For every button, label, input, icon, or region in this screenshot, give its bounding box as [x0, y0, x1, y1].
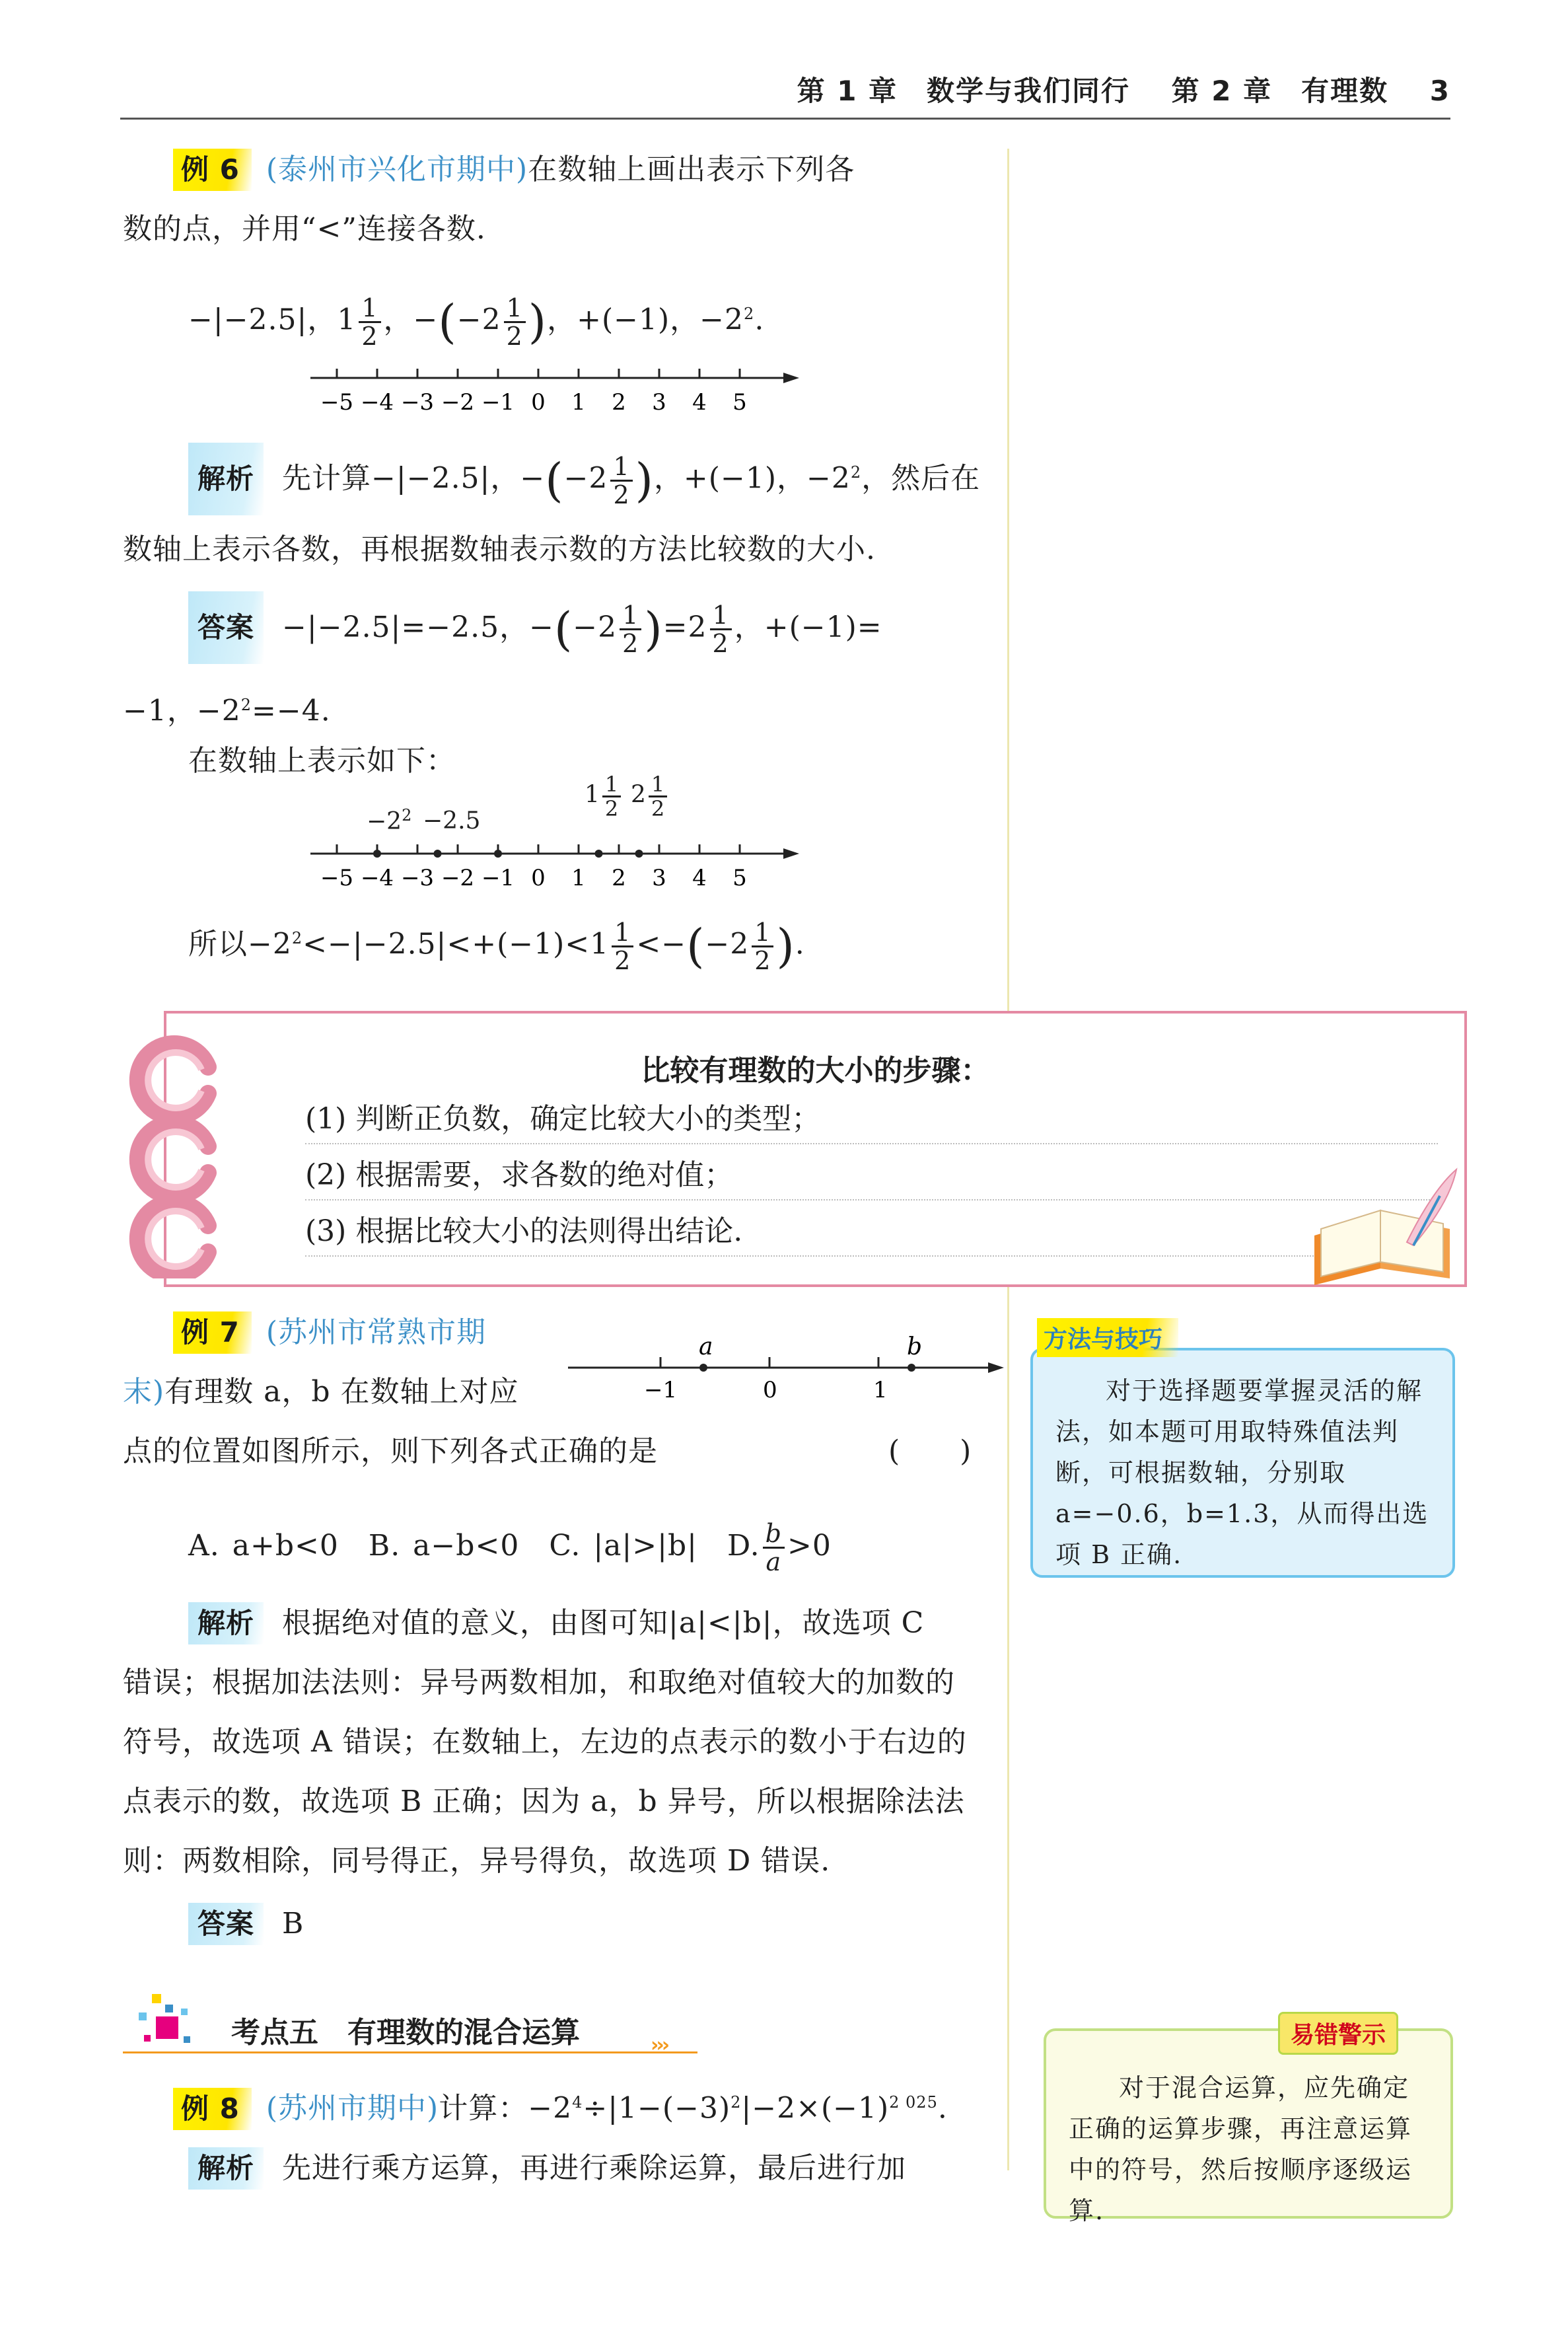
- marked-point: [434, 850, 442, 858]
- tick-label: −5: [320, 865, 354, 891]
- ex6-answer-line1: 答案 −|−2.5|=−2.5，−(−2 $\frac{1}{2}$ )=2 $\frac{1}{2}$ ，+(−1)=: [188, 591, 882, 666]
- tip-item-3: (3) 根据比较大小的法则得出结论.: [305, 1212, 1438, 1257]
- marked-point: [595, 850, 603, 858]
- ex6-source: (泰州市兴化市期中): [266, 153, 528, 186]
- tick-label: −1: [481, 389, 515, 416]
- analysis-label: 解析: [188, 1602, 264, 1644]
- ex7-analysis-line2: 错误；根据加法法则：异号两数相加，和取绝对值较大的加数的: [123, 1666, 955, 1699]
- ex6-answer-line2: −1，$-2^2=-4$.: [123, 694, 331, 728]
- tick-label: 1: [571, 865, 586, 891]
- header-rule: [120, 118, 1450, 120]
- ex7-analysis-line5: 则：两数相除，同号得正，异号得负，故选项 D 错误.: [123, 1844, 831, 1878]
- fraction: $\frac{1}{2}$: [752, 919, 773, 974]
- tick-label: 2: [612, 865, 626, 891]
- analysis-label: 解析: [188, 443, 264, 515]
- ex6-conclusion: 所以$-2^2<-|-2.5|<+(-1)<1$ $\frac{1}{2}$ <−(−2 $\frac{1}{2}$ ).: [188, 917, 805, 975]
- marked-point: [494, 850, 502, 858]
- number-line-empty: [310, 357, 799, 416]
- fraction: $\frac{1}{2}$: [620, 602, 641, 657]
- tick-label: −3: [400, 389, 435, 416]
- tick-label: 4: [692, 389, 707, 416]
- marked-point: [373, 850, 381, 858]
- tips-box: [164, 1011, 1467, 1287]
- ex8-tag: 例 8: [173, 2088, 252, 2130]
- tick-label: 3: [652, 389, 666, 416]
- marked-point: [635, 850, 643, 858]
- tick-label: 4: [692, 865, 707, 891]
- tick-label: −2: [441, 865, 475, 891]
- fraction: $\frac{1}{2}$: [710, 602, 732, 657]
- warning-box: [1044, 2028, 1453, 2225]
- kaodian-underline: [123, 2051, 697, 2053]
- ex7-question-line3: 点的位置如图所示，则下列各式正确的是: [123, 1434, 658, 1468]
- point-label-2-5: 2 $\frac{1}{2}$: [631, 773, 670, 820]
- ex7-number-line: [568, 1328, 1004, 1401]
- label-1: 1: [873, 1377, 888, 1401]
- ex6-tag: 例 6: [173, 149, 252, 191]
- option-b[interactable]: B. a−b<0: [368, 1529, 520, 1563]
- ex6-analysis-line1: 解析 先计算−|−2.5|，−(−2 $\frac{1}{2}$ )，+(−1)，$-2^2$，然后在: [188, 436, 980, 517]
- warning-title: 易错警示: [1278, 2012, 1398, 2055]
- analysis-label: 解析: [188, 2147, 264, 2190]
- chapter2-title: 第 2 章 有理数: [1171, 75, 1389, 107]
- tick-label: 1: [571, 389, 586, 416]
- fraction: $\frac{1}{2}$: [610, 453, 632, 508]
- kaodian-squares-icon: [125, 1989, 225, 2055]
- tick-label: 3: [652, 865, 666, 891]
- tick-label: 2: [612, 389, 626, 416]
- method-tips-title: 方法与技巧: [1037, 1318, 1178, 1357]
- number-line-marked: [310, 832, 799, 892]
- point-label-1-5: 1 $\frac{1}{2}$: [585, 773, 624, 820]
- method-tips-text: 对于选择题要掌握灵活的解法，如本题可用取特殊值法判断，可根据数轴，分别取 a=−0.6，b=1.3，从而得出选项 B 正确.: [1055, 1376, 1429, 1569]
- ex6-numbers: −|−2.5|，1 $\frac{1}{2}$ ，−(−2 $\frac{1}{2}$ )，+(−1)，$-2^2$.: [188, 293, 765, 351]
- book-quill-icon: [1308, 1163, 1460, 1288]
- label-a: a: [699, 1333, 713, 1360]
- spiral-binding-icon: [122, 1021, 234, 1278]
- ex7-analysis-line4: 点表示的数，故选项 B 正确；因为 a，b 异号，所以根据除法法: [123, 1785, 965, 1818]
- ex6-analysis-line2: 数轴上表示各数，再根据数轴表示数的方法比较数的大小.: [123, 533, 876, 566]
- tick-label: −3: [400, 865, 435, 891]
- arrow-icon: ›››: [651, 2034, 668, 2057]
- ex8-question: 例 8 (苏州市期中)计算：$-2^4\div|1-(-3)^2|-2\times(-1)^{2 025}$.: [173, 2081, 948, 2130]
- tick-label: −4: [360, 389, 394, 416]
- ex7-answer: 答案 B: [188, 1903, 304, 1945]
- tip-item-2: (2) 根据需要，求各数的绝对值；: [305, 1156, 1438, 1200]
- ex7-answer-paren: ( ): [888, 1434, 972, 1468]
- tip-item-1: (1) 判断正负数，确定比较大小的类型；: [305, 1099, 1438, 1144]
- tick-label: −2: [441, 389, 475, 416]
- option-d[interactable]: D. $\frac{b}{a}$ >0: [727, 1519, 832, 1576]
- ex8-analysis: 解析 先进行乘方运算，再进行乘除运算，最后进行加: [188, 2147, 906, 2190]
- tick-label: 0: [531, 865, 546, 891]
- label-neg1: −1: [644, 1377, 678, 1401]
- tips-title: 比较有理数的大小的步骤：: [641, 1054, 990, 1088]
- option-c[interactable]: C. |a|>|b|: [549, 1529, 697, 1563]
- ex7-question-line1: 例 7 (苏州市常熟市期: [173, 1311, 486, 1354]
- kaodian-title: 考点五 有理数的混合运算: [231, 2016, 580, 2049]
- label-0: 0: [763, 1377, 777, 1401]
- point-label-neg2-5: −2.5: [423, 807, 481, 834]
- chapter1-title: 第 1 章 数学与我们同行: [797, 75, 1131, 107]
- ex7-tag: 例 7: [173, 1311, 252, 1354]
- point-a: [699, 1364, 707, 1372]
- point-b: [908, 1364, 915, 1372]
- ex7-question-line2: 末)有理数 a，b 在数轴上对应: [123, 1375, 519, 1409]
- tick-label: 5: [732, 389, 747, 416]
- tick-label: −1: [481, 865, 515, 891]
- method-tips-box: [1030, 1348, 1455, 1578]
- page-number: 3: [1429, 75, 1450, 107]
- ex6-show-text: 在数轴上表示如下：: [188, 744, 456, 778]
- ex6-question-line1: 例 6 (泰州市兴化市期中)在数轴上画出表示下列各: [173, 149, 855, 191]
- ex7-analysis-line3: 符号，故选项 A 错误；在数轴上，左边的点表示的数小于右边的: [123, 1725, 967, 1759]
- answer-label: 答案: [188, 1903, 264, 1945]
- ex6-question-line2: 数的点，并用“<”连接各数.: [123, 212, 486, 246]
- tick-label: 0: [531, 389, 546, 416]
- answer-label: 答案: [188, 591, 264, 664]
- ex7-options: [188, 1510, 832, 1582]
- ex7-analysis-line1: 解析 根据绝对值的意义，由图可知|a|<|b|，故选项 C: [188, 1602, 924, 1644]
- fraction: $\frac{1}{2}$: [504, 295, 526, 350]
- page-header: [767, 69, 1450, 109]
- label-b: b: [907, 1333, 923, 1360]
- tick-label: 5: [732, 865, 747, 891]
- point-label-neg4: $-2^2$: [367, 806, 412, 835]
- fraction: $\frac{1}{2}$: [612, 919, 633, 974]
- warning-text: 对于混合运算，应先确定正确的运算步骤，再注意运算中的符号，然后按顺序逐级运算.: [1069, 2073, 1413, 2225]
- tick-label: −4: [360, 865, 394, 891]
- option-a[interactable]: A. a+b<0: [188, 1529, 339, 1563]
- fraction: $\frac{1}{2}$: [359, 295, 380, 350]
- tick-label: −5: [320, 389, 354, 416]
